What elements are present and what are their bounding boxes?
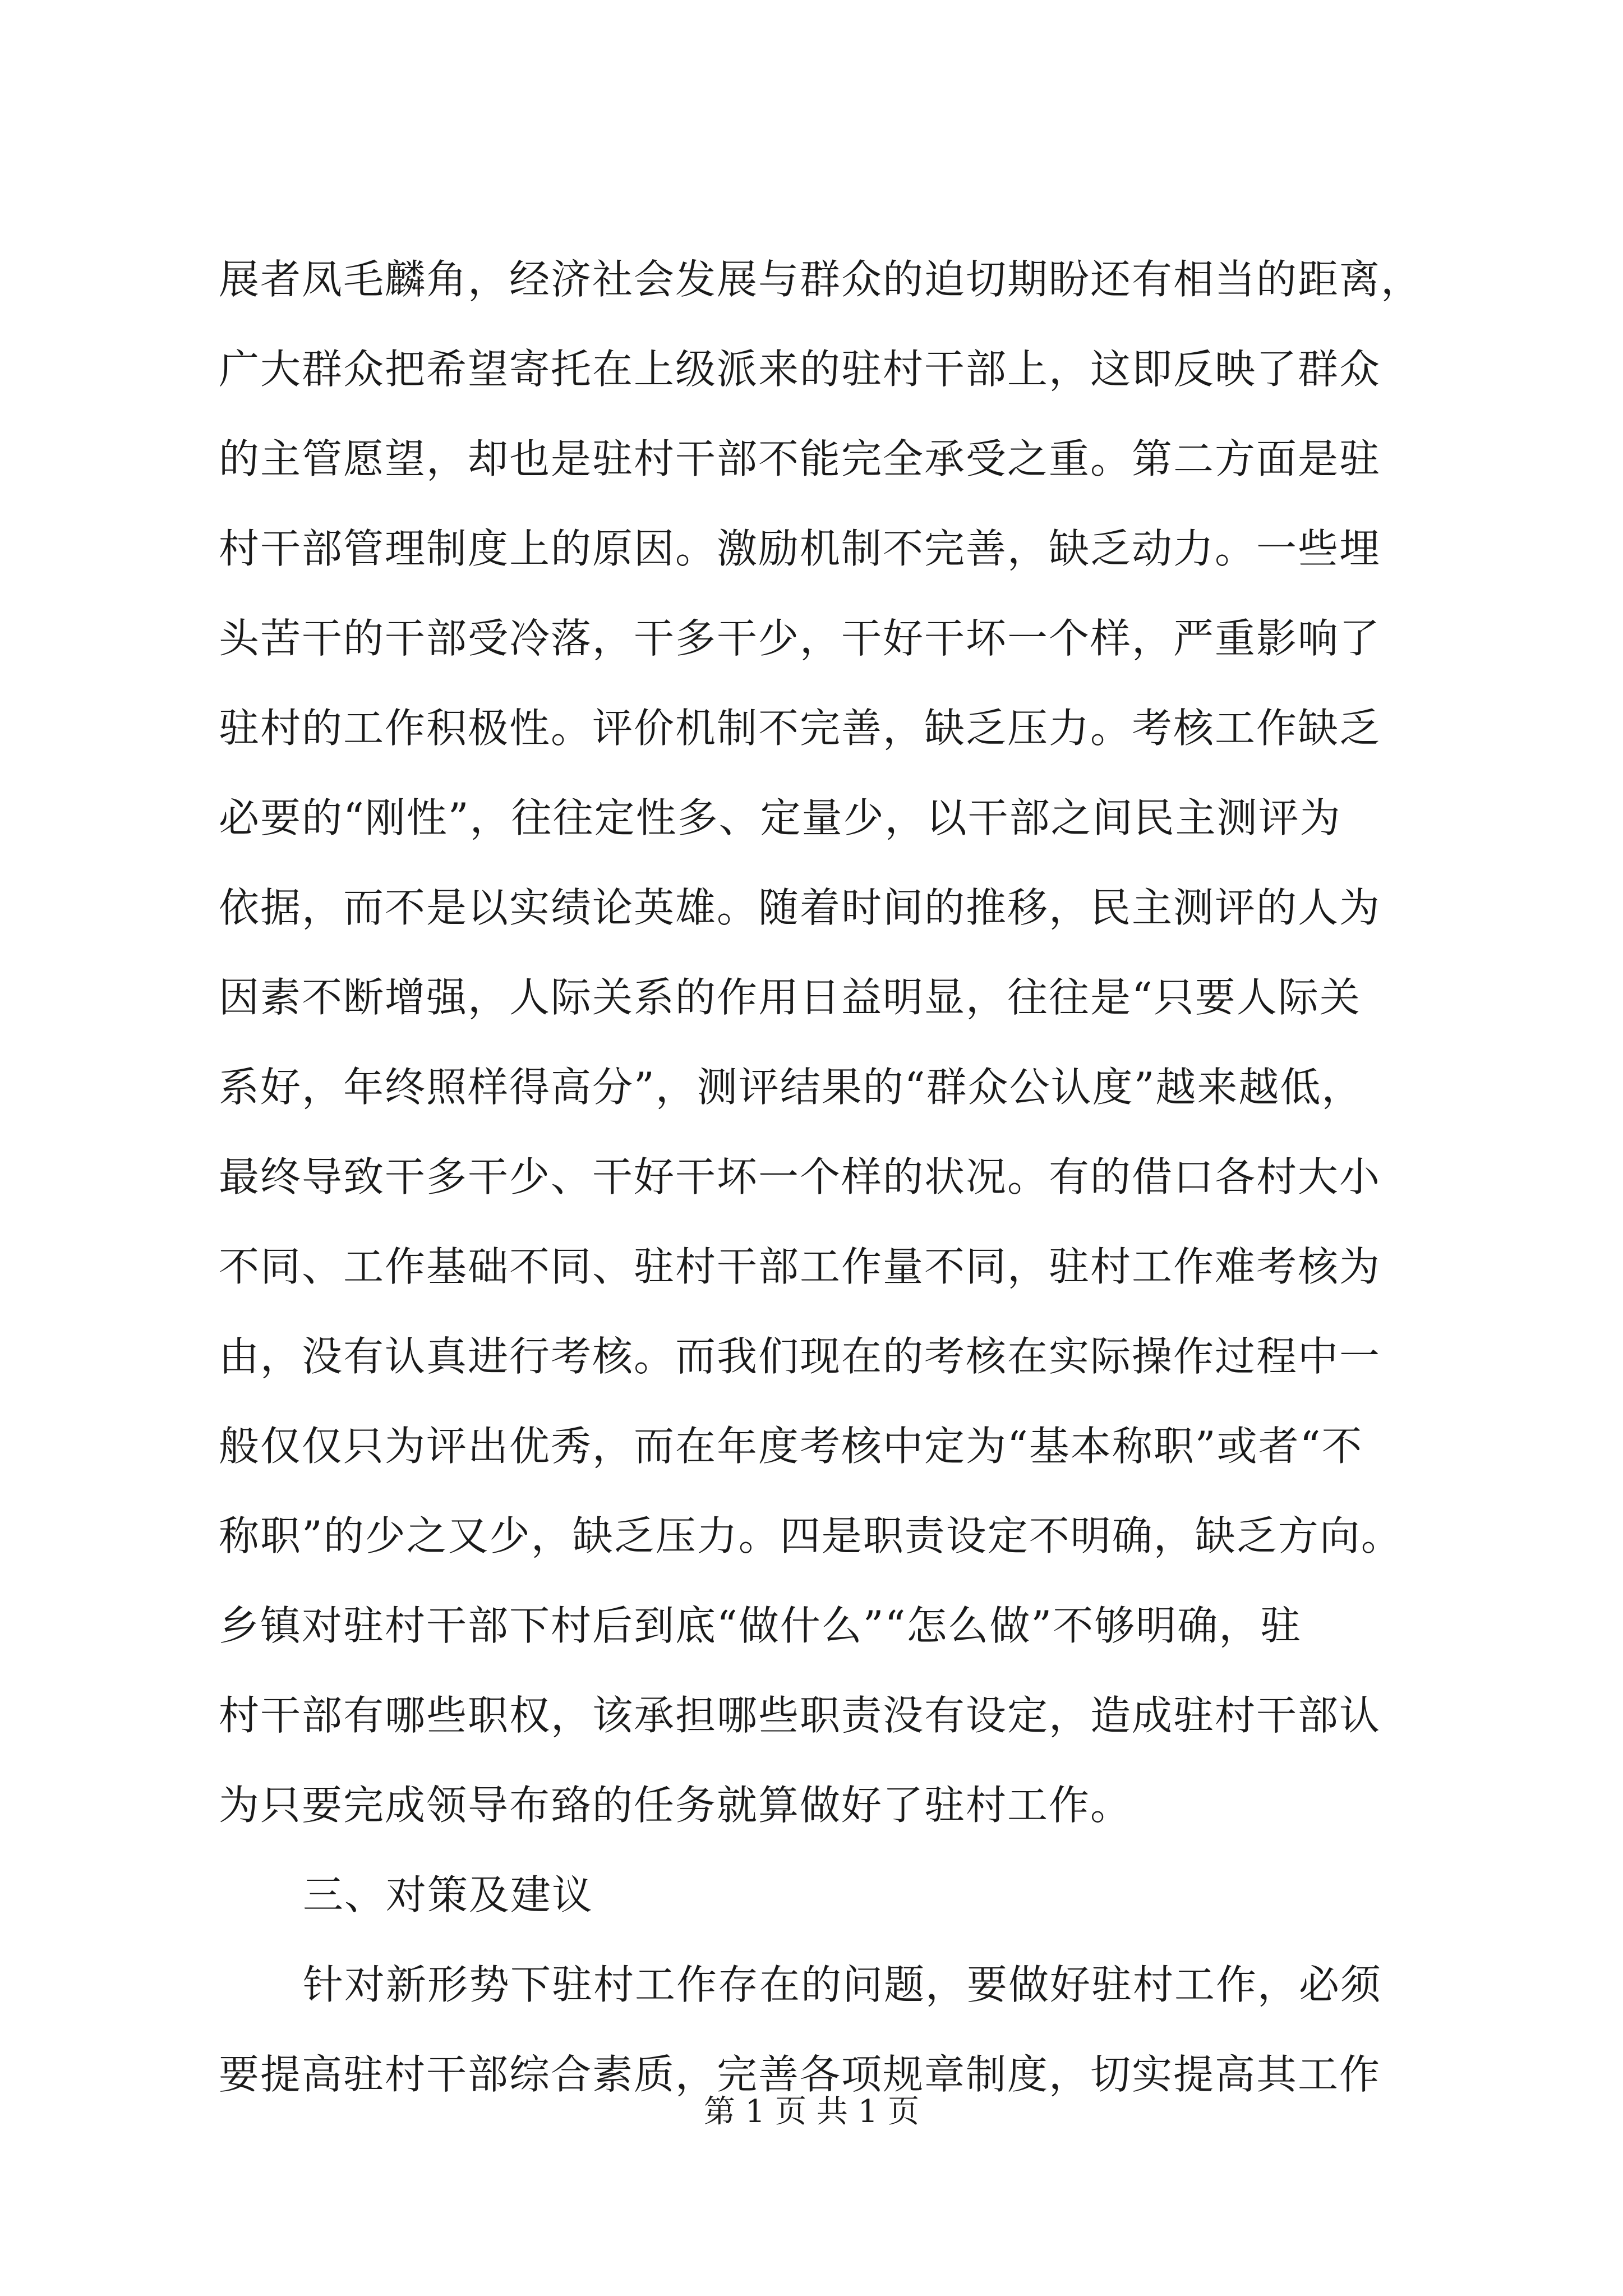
text-line-15: 称职”的少之又少，缺乏压力。四是职责设定不明确，缺乏方向。 xyxy=(219,1512,1403,1559)
text-line-10: 系好，年终照样得高分”，测评结果的“群众公认度”越来越低， xyxy=(219,1064,1363,1111)
text-line-18: 为只要完成领导布臵的任务就算做好了驻村工作。 xyxy=(219,1782,1132,1829)
text-line-11: 最终导致干多干少、干好干坏一个样的状况。有的借口各村大小 xyxy=(219,1153,1381,1200)
text-line-13: 由，没有认真进行考核。而我们现在的考核在实际操作过程中一 xyxy=(219,1333,1381,1380)
text-line-7: 必要的“刚性”，往往定性多、定量少，以干部之间民主测评为 xyxy=(219,794,1341,841)
text-line-14: 般仅仅只为评出优秀，而在年度考核中定为“基本称职”或者“不 xyxy=(219,1423,1363,1470)
text-line-20: 针对新形势下驻村工作存在的问题，要做好驻村工作，必须 xyxy=(303,1961,1382,2008)
text-line-1: 展者凤毛麟角，经济社会发展与群众的迫切期盼还有相当的距离， xyxy=(219,256,1423,303)
text-line-21: 要提高驻村干部综合素质，完善各项规章制度，切实提高其工作 xyxy=(219,2051,1381,2098)
text-line-4: 村干部管理制度上的原因。激励机制不完善，缺乏动力。一些埋 xyxy=(219,525,1381,572)
text-line-2: 广大群众把希望寄托在上级派来的驻村干部上，这即反映了群众 xyxy=(219,346,1381,393)
body-text xyxy=(219,234,1424,2119)
text-line-8: 依据，而不是以实绩论英雄。随着时间的推移，民主测评的人为 xyxy=(219,884,1381,931)
section-heading: 三、对策及建议 xyxy=(303,1871,594,1918)
text-line-3: 的主管愿望，却也是驻村干部不能完全承受之重。第二方面是驻 xyxy=(219,435,1381,482)
text-line-12: 不同、工作基础不同、驻村干部工作量不同，驻村工作难考核为 xyxy=(219,1243,1381,1290)
text-line-5: 头苦干的干部受冷落，干多干少，干好干坏一个样，严重影响了 xyxy=(219,615,1381,662)
text-line-9: 因素不断增强，人际关系的作用日益明显，往往是“只要人际关 xyxy=(219,974,1361,1021)
text-line-16: 乡镇对驻村干部下村后到底“做什么”“怎么做”不够明确，驻 xyxy=(219,1602,1302,1649)
text-line-17: 村干部有哪些职权，该承担哪些职责没有设定，造成驻村干部认 xyxy=(219,1692,1381,1739)
page-footer: 第 1 页 共 1 页 xyxy=(703,2093,920,2130)
text-line-6: 驻村的工作积极性。评价机制不完善，缺乏压力。考核工作缺乏 xyxy=(219,705,1381,752)
